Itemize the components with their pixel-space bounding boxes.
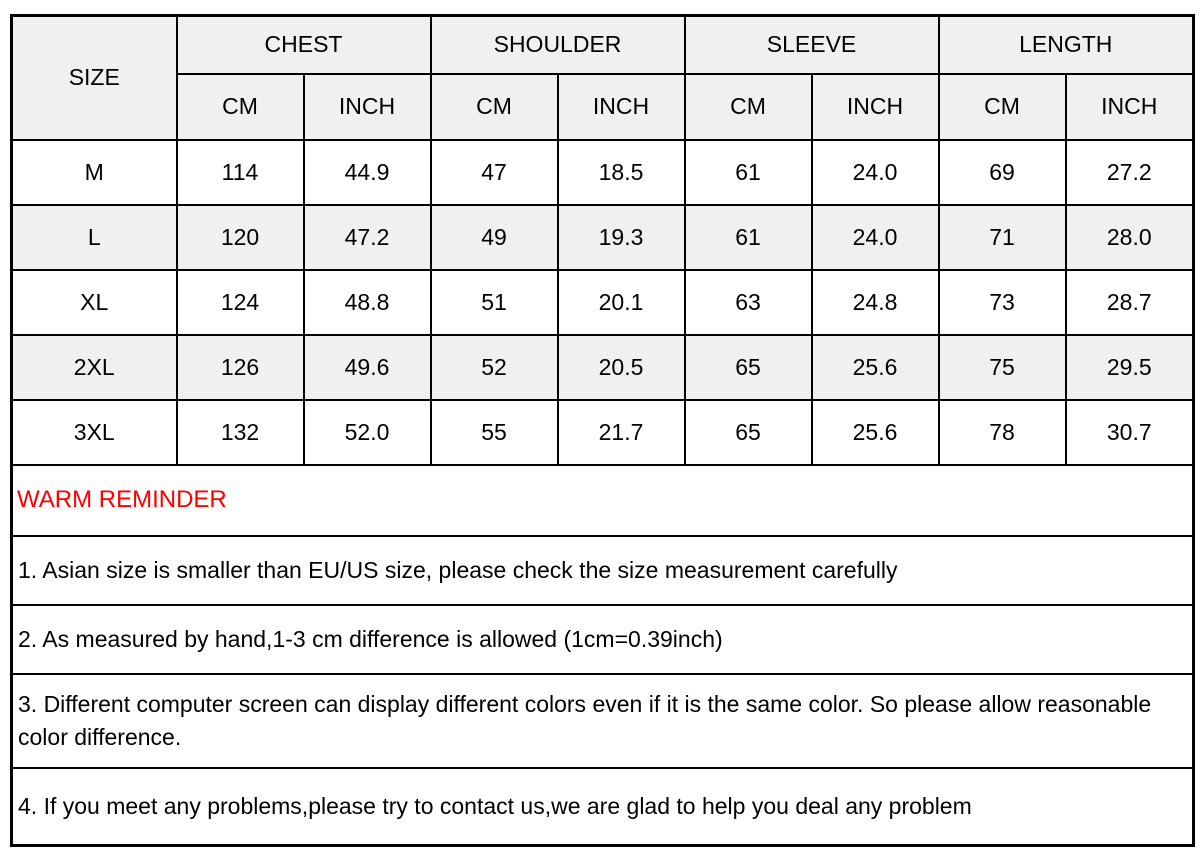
chest-cm-cell: 124 [177, 270, 304, 335]
length-inch-cell: 29.5 [1066, 335, 1194, 400]
sleeve-inch-cell: 24.0 [812, 205, 939, 270]
chest-cm-cell: 114 [177, 140, 304, 205]
table-row-m [12, 140, 1194, 205]
group-header-row [12, 16, 1194, 74]
size-chart-table [10, 14, 1195, 847]
size-chart-section [10, 14, 1195, 847]
shoulder-inch-cell: 20.1 [558, 270, 685, 335]
note-row-1 [12, 536, 1194, 605]
shoulder-cm-cell: 52 [431, 335, 558, 400]
size-cell: L [12, 205, 177, 270]
length-cm-cell: 71 [939, 205, 1066, 270]
length-inch-cell: 27.2 [1066, 140, 1194, 205]
unit-header-length-inch: INCH [1066, 74, 1194, 140]
length-cm-cell: 69 [939, 140, 1066, 205]
shoulder-cm-cell: 47 [431, 140, 558, 205]
unit-header-shoulder-inch: INCH [558, 74, 685, 140]
sleeve-cm-cell: 61 [685, 205, 812, 270]
length-inch-cell: 28.7 [1066, 270, 1194, 335]
group-header-shoulder: SHOULDER [431, 16, 685, 74]
sleeve-inch-cell: 25.6 [812, 400, 939, 465]
group-header-sleeve: SLEEVE [685, 16, 939, 74]
length-cm-cell: 75 [939, 335, 1066, 400]
chest-inch-cell: 48.8 [304, 270, 431, 335]
unit-header-row [12, 74, 1194, 140]
length-cm-cell: 73 [939, 270, 1066, 335]
note-row-2 [12, 605, 1194, 674]
sleeve-inch-cell: 24.8 [812, 270, 939, 335]
shoulder-inch-cell: 21.7 [558, 400, 685, 465]
sleeve-cm-cell: 65 [685, 335, 812, 400]
unit-header-shoulder-cm: CM [431, 74, 558, 140]
length-cm-cell: 78 [939, 400, 1066, 465]
note-text-3: 3. Different computer screen can display different colors even if it is the same color. So please allow reasonable color difference. [12, 674, 1194, 768]
table-row-xl [12, 270, 1194, 335]
shoulder-cm-cell: 55 [431, 400, 558, 465]
size-cell: M [12, 140, 177, 205]
note-text-2: 2. As measured by hand,1-3 cm difference is allowed (1cm=0.39inch) [12, 605, 1194, 674]
unit-header-length-cm: CM [939, 74, 1066, 140]
unit-header-chest-cm: CM [177, 74, 304, 140]
shoulder-cm-cell: 51 [431, 270, 558, 335]
size-cell: 3XL [12, 400, 177, 465]
sleeve-inch-cell: 24.0 [812, 140, 939, 205]
note-row-4 [12, 768, 1194, 846]
unit-header-chest-inch: INCH [304, 74, 431, 140]
group-header-chest: CHEST [177, 16, 431, 74]
length-inch-cell: 30.7 [1066, 400, 1194, 465]
warm-reminder-title: WARM REMINDER [12, 465, 1194, 536]
size-column-header: SIZE [12, 16, 177, 140]
unit-header-sleeve-cm: CM [685, 74, 812, 140]
table-row-3xl [12, 400, 1194, 465]
shoulder-inch-cell: 18.5 [558, 140, 685, 205]
warm-reminder-row [12, 465, 1194, 536]
sleeve-cm-cell: 61 [685, 140, 812, 205]
chest-cm-cell: 132 [177, 400, 304, 465]
table-row-2xl [12, 335, 1194, 400]
length-inch-cell: 28.0 [1066, 205, 1194, 270]
sleeve-cm-cell: 65 [685, 400, 812, 465]
chest-cm-cell: 126 [177, 335, 304, 400]
note-text-1: 1. Asian size is smaller than EU/US size, please check the size measurement carefully [12, 536, 1194, 605]
size-cell: 2XL [12, 335, 177, 400]
note-text-4: 4. If you meet any problems,please try to contact us,we are glad to help you deal any problem [12, 768, 1194, 846]
table-row-l [12, 205, 1194, 270]
chest-inch-cell: 44.9 [304, 140, 431, 205]
shoulder-cm-cell: 49 [431, 205, 558, 270]
chest-inch-cell: 49.6 [304, 335, 431, 400]
shoulder-inch-cell: 20.5 [558, 335, 685, 400]
chest-inch-cell: 52.0 [304, 400, 431, 465]
unit-header-sleeve-inch: INCH [812, 74, 939, 140]
sleeve-inch-cell: 25.6 [812, 335, 939, 400]
shoulder-inch-cell: 19.3 [558, 205, 685, 270]
group-header-length: LENGTH [939, 16, 1194, 74]
sleeve-cm-cell: 63 [685, 270, 812, 335]
chest-cm-cell: 120 [177, 205, 304, 270]
note-row-3 [12, 674, 1194, 768]
chest-inch-cell: 47.2 [304, 205, 431, 270]
size-cell: XL [12, 270, 177, 335]
